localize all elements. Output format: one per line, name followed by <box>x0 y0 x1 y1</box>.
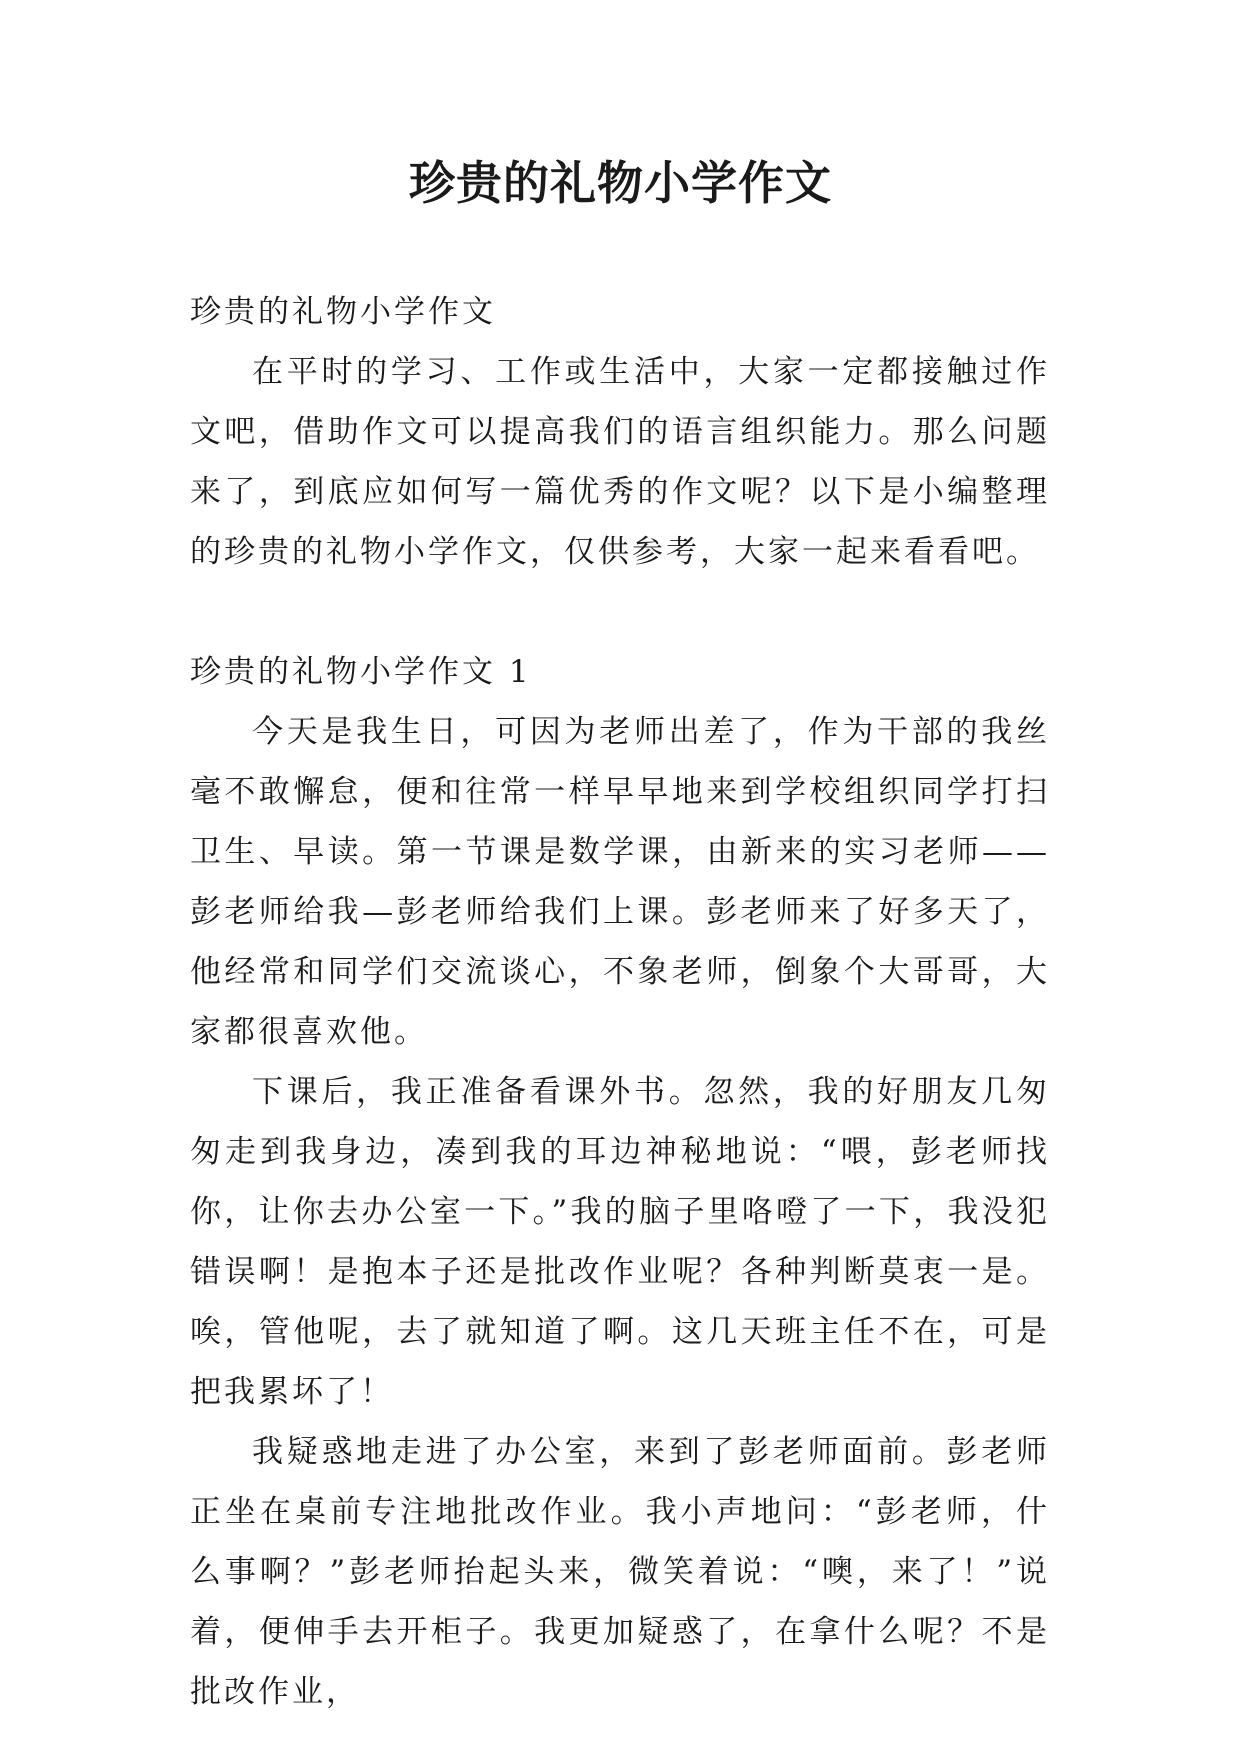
section-heading: 珍贵的礼物小学作文 1 <box>190 654 532 690</box>
document-title: 珍贵的礼物小学作文 <box>409 156 832 210</box>
intro-heading: 珍贵的礼物小学作文 <box>190 294 496 330</box>
document-body <box>190 282 1050 1722</box>
body-paragraph: 我疑惑地走进了办公室，来到了彭老师面前。彭老师正坐在桌前专注地批改作业。我小声地问：“彭老师，什么事啊？”彭老师抬起头来，微笑着说：“噢，来了！”说着，便伸手去开柜子。我更加疑惑了，在拿什么呢？不是批改作业， <box>190 1434 1050 1710</box>
section-spacer <box>190 582 1050 642</box>
body-paragraph: 今天是我生日，可因为老师出差了，作为干部的我丝毫不敢懈怠，便和往常一样早早地来到学校组织同学打扫卫生、早读。第一节课是数学课，由新来的实习老师——彭老师给我—彭老师给我们上课。彭老师来了好多天了，他经常和同学们交流谈心，不象老师，倒象个大哥哥，大家都很喜欢他。 <box>190 714 1050 1050</box>
intro-paragraph: 在平时的学习、工作或生活中，大家一定都接触过作文吧，借助作文可以提高我们的语言组织能力。那么问题来了，到底应如何写一篇优秀的作文呢？以下是小编整理的珍贵的礼物小学作文，仅供参考，大家一起来看看吧。 <box>190 354 1050 570</box>
body-paragraph: 下课后，我正准备看课外书。忽然，我的好朋友几匆匆走到我身边，凑到我的耳边神秘地说：“喂，彭老师找你，让你去办公室一下。”我的脑子里咯噔了一下，我没犯错误啊！是抱本子还是批改作业呢？各种判断莫衷一是。唉，管他呢，去了就知道了啊。这几天班主任不在，可是把我累坏了！ <box>190 1074 1050 1410</box>
